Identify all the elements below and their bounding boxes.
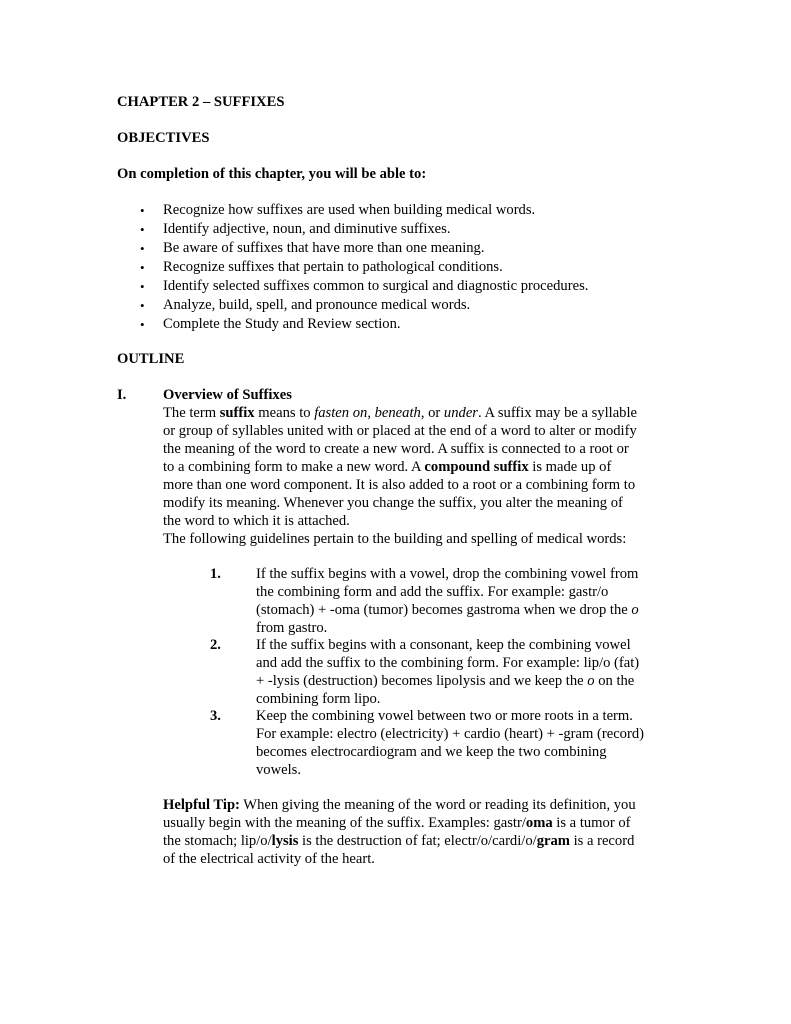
list-item: • Recognize how suffixes are used when building medical words. bbox=[140, 202, 536, 218]
section-numeral: I. bbox=[117, 387, 127, 403]
objectives-heading: OBJECTIVES bbox=[117, 130, 210, 146]
list-item: • Analyze, build, spell, and pronounce medical words. bbox=[140, 297, 471, 313]
guideline-text: Keep the combining vowel between two or more roots in a term. For example: electro (electricity) + cardio (heart) + -gram (record) becomes electrocardiogram and we keep the two combining vowels. bbox=[256, 708, 644, 778]
bullet-icon: • bbox=[140, 279, 145, 294]
helpful-tip-label: Helpful Tip: bbox=[163, 797, 240, 813]
guideline-number: 3. bbox=[210, 708, 221, 724]
chapter-title: CHAPTER 2 – SUFFIXES bbox=[117, 94, 285, 110]
list-item: • Recognize suffixes that pertain to pathological conditions. bbox=[140, 259, 503, 275]
objectives-list bbox=[140, 201, 588, 334]
list-item: • Complete the Study and Review section. bbox=[140, 316, 401, 332]
helpful-tip: Helpful Tip: When giving the meaning of the word or reading its definition, you usually begin with the meaning of the suffix. Examples: gastr/oma is a tumor of the stomach; lip/o/lysis is the destruction of fat; electr/o/cardi/o/gram is a record of the electrical activity of the heart. bbox=[163, 797, 636, 867]
overview-paragraph: The term suffix means to fasten on, beneath, or under. A suffix may be a syllable or group of syllables united with or placed at the end of a word to alter or modify the meaning of the word to create a new word. A suffix is connected to a root or to a combining form to make a new word. A compound suffix is made up of more than one word component. It is also added to a root or a combining form to modify its meaning. Whenever you change the suffix, you alter the meaning of the word to which it is attached. The following guidelines pertain to the building and spelling of medical words: bbox=[163, 405, 638, 547]
guideline-number: 1. bbox=[210, 566, 221, 582]
guideline-text: If the suffix begins with a vowel, drop the combining vowel from the combining form and add the suffix. For example: gastr/o (stomach) + -oma (tumor) becomes gastroma when we drop the o from gastro. bbox=[256, 566, 639, 636]
outline-heading: OUTLINE bbox=[117, 351, 185, 367]
bullet-icon: • bbox=[140, 260, 145, 275]
bullet-icon: • bbox=[140, 241, 145, 256]
bullet-icon: • bbox=[140, 298, 145, 313]
list-item: • Be aware of suffixes that have more than one meaning. bbox=[140, 240, 485, 256]
section-title: Overview of Suffixes bbox=[163, 387, 292, 403]
list-item: • Identify adjective, noun, and diminutive suffixes. bbox=[140, 221, 451, 237]
guideline-number: 2. bbox=[210, 637, 221, 653]
bullet-icon: • bbox=[140, 222, 145, 237]
bullet-icon: • bbox=[140, 203, 145, 218]
bullet-icon: • bbox=[140, 317, 145, 332]
objectives-intro: On completion of this chapter, you will be able to: bbox=[117, 166, 427, 182]
list-item: • Identify selected suffixes common to surgical and diagnostic procedures. bbox=[140, 278, 589, 294]
guideline-text: If the suffix begins with a consonant, keep the combining vowel and add the suffix to the combining form. For example: lip/o (fat) + -lysis (destruction) becomes lipolysis and we keep the o on the combining form lipo. bbox=[256, 637, 640, 707]
